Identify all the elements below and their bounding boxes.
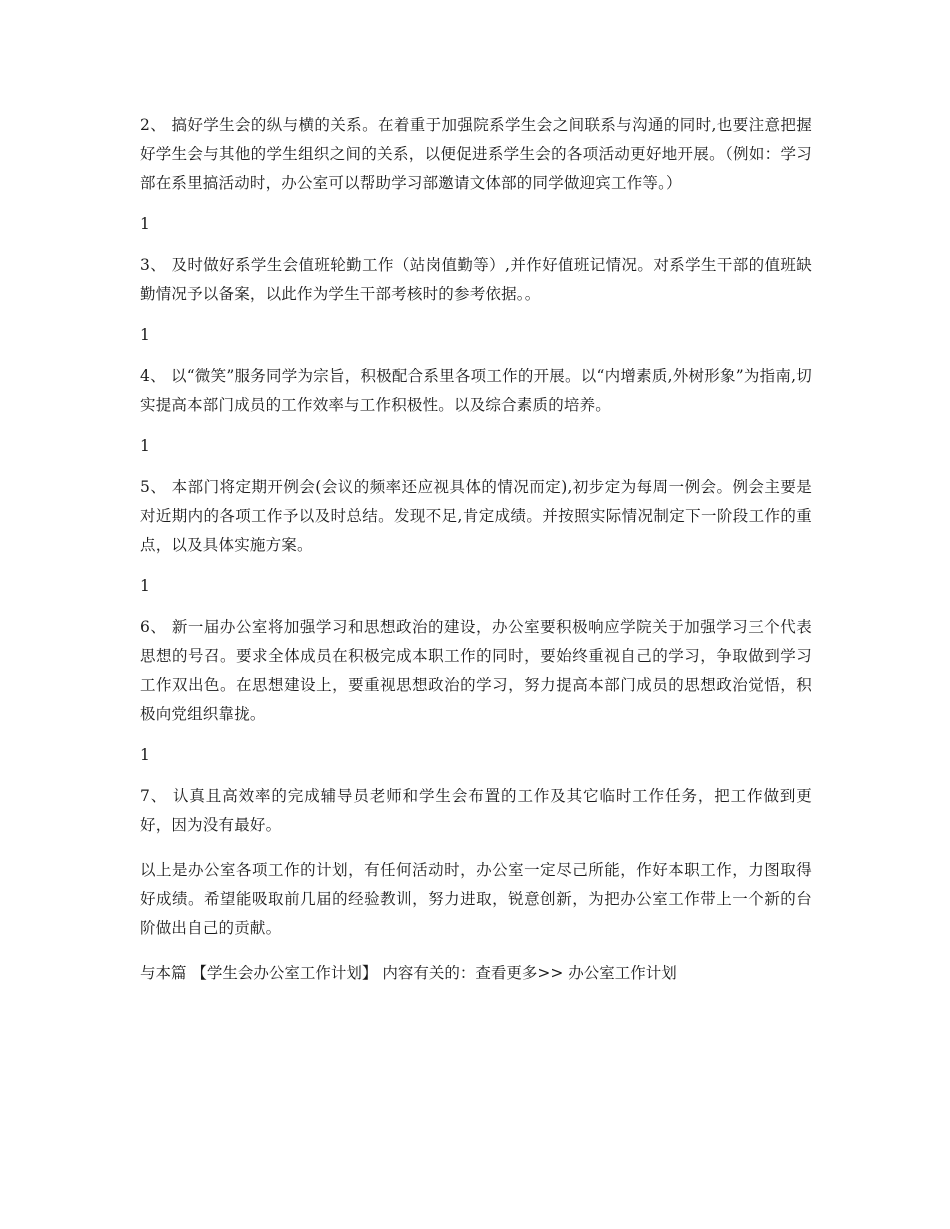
paragraph-4: 4、 以“微笑”服务同学为宗旨，积极配合系里各项工作的开展。以“内增素质,外树形象”为指南,切实提高本部门成员的工作效率与工作积极性。以及综合素质的培养。 [140,367,812,414]
page-number-marker: 1 [140,437,150,455]
related-articles-line [140,959,812,988]
page-number-marker: 1 [140,215,150,233]
paragraph-6: 6、 新一届办公室将加强学习和思想政治的建设，办公室要积极响应学院关于加强学习三个代表思想的号召。要求全体成员在积极完成本职工作的同时，要始终重视自己的学习，争取做到学习工作双出色。在思想建设上，要重视思想政治的学习，努力提高本部门成员的思想政治觉悟，积极向党组织靠拢。 [140,618,812,723]
paragraph-7: 7、 认真且高效率的完成辅导员老师和学生会布置的工作及其它临时工作任务，把工作做到更好，因为没有最好。 [140,787,812,834]
document-body [140,111,812,988]
page-number-marker: 1 [140,746,150,764]
paragraph-3: 3、 及时做好系学生会值班轮勤工作（站岗值勤等）,并作好值班记情况。对系学生干部的值班缺勤情况予以备案，以此作为学生干部考核时的参考依据。。 [140,256,812,303]
view-more-link[interactable]: 查看更多>> [475,964,564,982]
paragraph-5: 5、 本部门将定期开例会(会议的频率还应视具体的情况而定),初步定为每周一例会。例会主要是对近期内的各项工作予以及时总结。发现不足,肯定成绩。并按照实际情况制定下一阶段工作的重点，以及具体实施方案。 [140,478,812,554]
closing-paragraph: 以上是办公室各项工作的计划，有任何活动时，办公室一定尽己所能，作好本职工作，力图取得好成绩。希望能吸取前几届的经验教训，努力进取，锐意创新，为把办公室工作带上一个新的台阶做出自己的贡献。 [140,861,812,937]
page-number-marker: 1 [140,326,150,344]
office-plan-link[interactable]: 办公室工作计划 [563,964,677,982]
paragraph-2: 2、 搞好学生会的纵与横的关系。在着重于加强院系学生会之间联系与沟通的同时,也要注意把握好学生会与其他的学生组织之间的关系，以便促进系学生会的各项活动更好地开展。（例如：学习部在系里搞活动时，办公室可以帮助学习部邀请文体部的同学做迎宾工作等。） [140,116,812,192]
related-prefix: 与本篇 【学生会办公室工作计划】 内容有关的： [140,964,476,982]
page-number-marker: 1 [140,577,150,595]
